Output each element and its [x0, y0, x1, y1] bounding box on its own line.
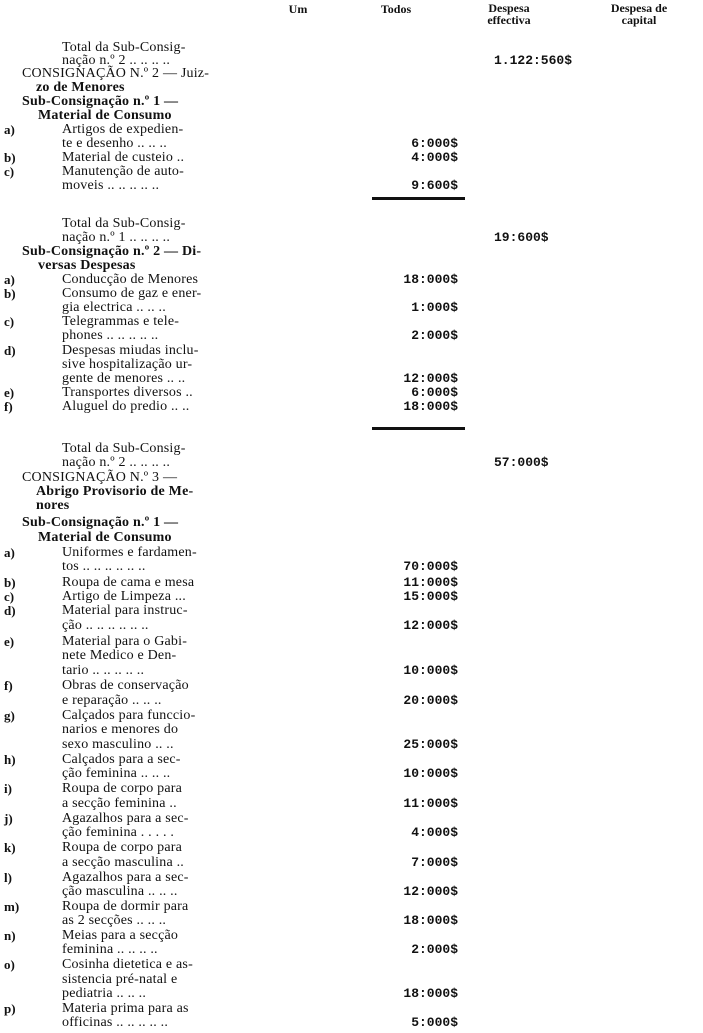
row-text: CONSIGNAÇÃO N.º 2 — Juiz- — [22, 66, 210, 81]
row-text: Telegrammas e tele- — [62, 314, 180, 329]
item-label: b) — [4, 286, 16, 301]
row-text: moveis .. .. .. .. .. — [62, 178, 160, 193]
amount-todos: 2:000$ — [411, 328, 458, 343]
row-text: Material de Consumo — [38, 530, 172, 545]
column-header-todos: Todos — [380, 2, 412, 16]
row-text: Calçados para funccio- — [62, 708, 196, 723]
amount-todos: 10:000$ — [403, 663, 458, 678]
sum-rule — [372, 197, 465, 200]
row-text: narios e menores do — [62, 722, 179, 737]
table-row — [0, 122, 703, 137]
table-row — [0, 1001, 703, 1016]
row-text: phones .. .. .. .. .. — [62, 328, 159, 343]
row-text: Abrigo Provisorio de Me- — [36, 484, 194, 499]
item-label: h) — [4, 752, 16, 767]
item-label: i) — [4, 781, 12, 796]
amount-todos: 11:000$ — [403, 575, 458, 590]
table-row — [0, 385, 703, 400]
row-text: Meias para a secção — [62, 928, 179, 943]
row-text: Material para instruc- — [62, 603, 188, 618]
table-row — [0, 1015, 703, 1030]
table-row — [0, 136, 703, 151]
row-text: Uniformes e fardamen- — [62, 545, 197, 560]
row-text: Agazalhos para a sec- — [62, 811, 189, 826]
item-label: n) — [4, 928, 16, 943]
row-text: pediatria .. .. .. — [62, 986, 147, 1001]
amount-todos: 12:000$ — [403, 371, 458, 386]
amount-todos: 18:000$ — [403, 399, 458, 414]
amount-todos: 6:000$ — [411, 385, 458, 400]
row-text: Artigos de expedien- — [62, 122, 184, 137]
amount-todos: 18:000$ — [403, 913, 458, 928]
amount-todos: 18:000$ — [403, 986, 458, 1001]
row-text: Sub-Consignação n.º 1 — — [22, 94, 179, 109]
row-text: nete Medico e Den- — [62, 648, 177, 663]
amount-todos: 10:000$ — [403, 766, 458, 781]
item-label: c) — [4, 589, 15, 604]
table-row — [0, 164, 703, 179]
table-row — [0, 515, 703, 530]
item-label: m) — [4, 899, 20, 914]
table-row — [0, 708, 703, 723]
row-text: ção feminina . . . . . — [62, 825, 175, 840]
row-text: Despesas miudas inclu- — [62, 343, 199, 358]
item-label: g) — [4, 708, 15, 723]
amount-todos: 12:000$ — [403, 884, 458, 899]
column-header-despesa-capital: Despesa de capital — [610, 1, 668, 27]
amount-todos: 11:000$ — [403, 796, 458, 811]
table-row — [0, 884, 703, 899]
row-text: Conducção de Menores — [62, 272, 199, 287]
amount-despesa-effectiva: 19:600$ — [494, 230, 549, 245]
row-text: nação n.º 2 .. .. .. .. — [62, 53, 171, 68]
row-text: Roupa de corpo para — [62, 840, 183, 855]
table-row — [0, 530, 703, 545]
table-row — [0, 957, 703, 972]
row-text: Obras de conservação — [62, 678, 189, 693]
amount-todos: 70:000$ — [403, 559, 458, 574]
table-row — [0, 752, 703, 767]
table-row — [0, 589, 703, 604]
amount-todos: 6:000$ — [411, 136, 458, 151]
amount-todos: 20:000$ — [403, 693, 458, 708]
item-label: b) — [4, 150, 16, 165]
amount-todos: 4:000$ — [411, 825, 458, 840]
amount-despesa-effectiva: 1.122:560$ — [494, 53, 573, 68]
row-text: Sub-Consignação n.º 2 — Di- — [22, 244, 202, 259]
item-label: p) — [4, 1001, 16, 1016]
amount-todos: 1:000$ — [411, 300, 458, 315]
amount-todos: 9:600$ — [411, 178, 458, 193]
table-row — [0, 230, 703, 245]
table-row — [0, 648, 703, 663]
item-label: l) — [4, 870, 12, 885]
row-text: Material para o Gabi- — [62, 634, 188, 649]
row-text: as 2 secções .. .. .. — [62, 913, 167, 928]
amount-todos: 4:000$ — [411, 150, 458, 165]
row-text: Agazalhos para a sec- — [62, 870, 189, 885]
row-text: a secção feminina .. — [62, 796, 177, 811]
table-row — [0, 498, 703, 513]
table-row — [0, 942, 703, 957]
table-row — [0, 840, 703, 855]
row-text: Consumo de gaz e ener- — [62, 286, 202, 301]
table-row — [0, 796, 703, 811]
item-label: e) — [4, 634, 15, 649]
column-header-despesa-effectiva: Despesa effectiva — [487, 1, 531, 27]
row-text: Aluguel do predio .. .. — [62, 399, 190, 414]
row-text: tario .. .. .. .. .. — [62, 663, 145, 678]
table-row — [0, 928, 703, 943]
item-label: e) — [4, 385, 15, 400]
item-label: a) — [4, 545, 15, 560]
table-row — [0, 618, 703, 633]
row-text: ção masculina .. .. .. — [62, 884, 178, 899]
table-row — [0, 722, 703, 737]
table-row — [0, 766, 703, 781]
column-header-um: Um — [288, 2, 308, 16]
table-row — [0, 559, 703, 574]
table-row — [0, 455, 703, 470]
item-label: o) — [4, 957, 15, 972]
row-text: Roupa de corpo para — [62, 781, 183, 796]
table-row — [0, 328, 703, 343]
amount-todos: 12:000$ — [403, 618, 458, 633]
row-text: Total da Sub-Consig- — [62, 216, 186, 231]
table-row — [0, 343, 703, 358]
item-label: d) — [4, 603, 16, 618]
row-text: feminina .. .. .. .. — [62, 942, 158, 957]
row-text: ção .. .. .. .. .. .. — [62, 618, 149, 633]
row-text: CONSIGNAÇÃO N.º 3 — — [22, 470, 178, 485]
table-row — [0, 258, 703, 273]
row-text: nação n.º 1 .. .. .. .. — [62, 230, 171, 245]
row-text: Total da Sub-Consig- — [62, 441, 186, 456]
table-row — [0, 150, 703, 165]
table-row — [0, 286, 703, 301]
table-row — [0, 737, 703, 752]
item-label: d) — [4, 343, 16, 358]
amount-todos: 5:000$ — [411, 1015, 458, 1030]
row-text: Cosinha dietetica e as- — [62, 957, 193, 972]
table-row — [0, 781, 703, 796]
row-text: nação n.º 2 .. .. .. .. — [62, 455, 171, 470]
row-text: sexo masculino .. .. — [62, 737, 174, 752]
row-text: Calçados para a sec- — [62, 752, 181, 767]
table-row — [0, 545, 703, 560]
row-text: tos .. .. .. .. .. .. — [62, 559, 146, 574]
table-row — [0, 178, 703, 193]
table-row — [0, 108, 703, 123]
amount-despesa-effectiva: 57:000$ — [494, 455, 549, 470]
table-row — [0, 693, 703, 708]
table-row — [0, 972, 703, 987]
table-row — [0, 314, 703, 329]
row-text: sive hospitalização ur- — [62, 357, 193, 372]
item-label: c) — [4, 164, 15, 179]
table-row — [0, 300, 703, 315]
table-row — [0, 913, 703, 928]
table-row — [0, 811, 703, 826]
row-text: e reparação .. .. .. — [62, 693, 162, 708]
table-row — [0, 899, 703, 914]
row-text: Sub-Consignação n.º 1 — — [22, 515, 179, 530]
row-text: officinas .. .. .. .. .. — [62, 1015, 169, 1030]
table-row — [0, 357, 703, 372]
table-row — [0, 66, 703, 81]
row-text: Material de custeio .. — [62, 150, 185, 165]
row-text: Manutenção de auto- — [62, 164, 184, 179]
table-row — [0, 216, 703, 231]
row-text: Artigo de Limpeza ... — [62, 589, 186, 604]
table-row — [0, 575, 703, 590]
table-row — [0, 825, 703, 840]
sum-rule — [372, 427, 465, 430]
table-row — [0, 986, 703, 1001]
table-row — [0, 272, 703, 287]
row-text: zo de Menores — [36, 80, 125, 95]
table-row — [0, 371, 703, 386]
amount-todos: 7:000$ — [411, 855, 458, 870]
table-row — [0, 855, 703, 870]
amount-todos: 2:000$ — [411, 942, 458, 957]
table-row — [0, 870, 703, 885]
row-text: Roupa de cama e mesa — [62, 575, 195, 590]
amount-todos: 18:000$ — [403, 272, 458, 287]
row-text: Transportes diversos .. — [62, 385, 193, 400]
item-label: f) — [4, 399, 13, 414]
table-row — [0, 634, 703, 649]
table-row — [0, 441, 703, 456]
table-row — [0, 603, 703, 618]
row-text: Material de Consumo — [38, 108, 172, 123]
row-text: a secção masculina .. — [62, 855, 184, 870]
row-text: Roupa de dormir para — [62, 899, 189, 914]
amount-todos: 25:000$ — [403, 737, 458, 752]
row-text: Materia prima para as — [62, 1001, 189, 1016]
row-text: nores — [36, 498, 70, 513]
row-text: Total da Sub-Consig- — [62, 40, 186, 55]
table-row — [0, 244, 703, 259]
table-row — [0, 484, 703, 499]
row-text: versas Despesas — [38, 258, 136, 273]
row-text: gente de menores .. .. — [62, 371, 186, 386]
item-label: b) — [4, 575, 16, 590]
table-row — [0, 94, 703, 109]
amount-todos: 15:000$ — [403, 589, 458, 604]
table-row — [0, 663, 703, 678]
row-text: ção feminina .. .. .. — [62, 766, 171, 781]
table-row — [0, 470, 703, 485]
row-text: gia electrica .. .. .. — [62, 300, 166, 315]
table-row — [0, 399, 703, 414]
item-label: a) — [4, 272, 15, 287]
table-row — [0, 80, 703, 95]
item-label: a) — [4, 122, 15, 137]
item-label: j) — [4, 811, 13, 826]
item-label: c) — [4, 314, 15, 329]
item-label: k) — [4, 840, 16, 855]
item-label: f) — [4, 678, 13, 693]
row-text: sistencia pré-natal e — [62, 972, 178, 987]
table-row — [0, 678, 703, 693]
row-text: te e desenho .. .. .. — [62, 136, 167, 151]
